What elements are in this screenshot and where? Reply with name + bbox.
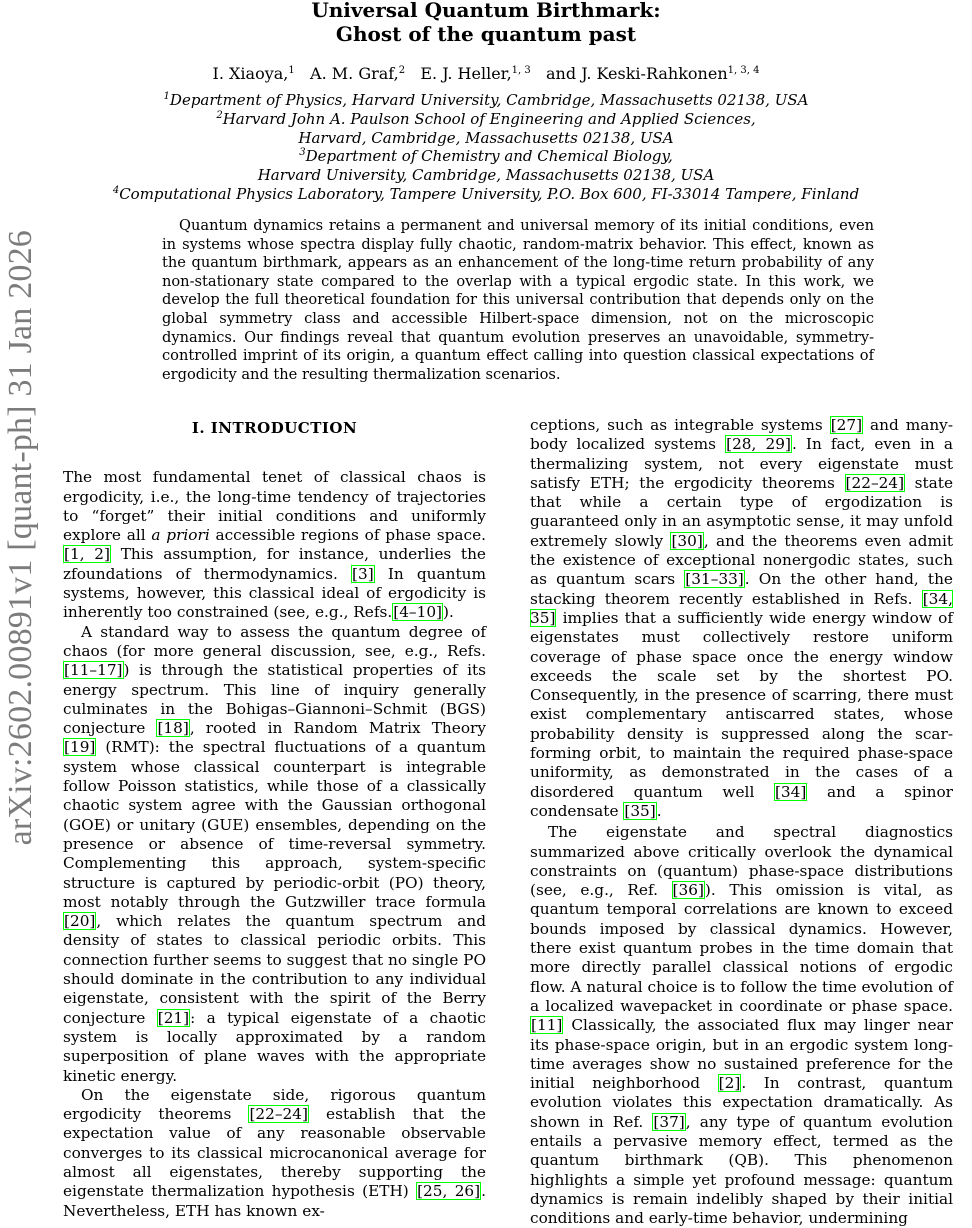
citation-link[interactable]: [11] <box>531 1016 563 1035</box>
intro-paragraph-4: The eigenstate and spectral diagnostics summarized above critically overlook the dynamical constraints on (quantum) phase-space distributions (see, e.g., Ref. [36]). This omission is vital, as quantum temporal correlations are known to exceed bounds imposed by classical dynamics. However, there exist quantum probes in the time domain that more directly parallel classical notions of ergodic flow. A natural choice is to follow the time evolution of a localized wavepacket in coordinate or phase space. [11] Classically, the associated flux may linger near its phase-space origin, but in an ergodic system long-time averages show no sustained preference for the initial neighborhood [2]. In contrast, quantum evolution violates this expectation dramatically. As shown in Ref. [37], any type of quantum evolution entails a pervasive memory effect, termed as the quantum birthmark (QB). This phenomenon highlights a simple yet profound message: quantum dynamics is remain indelibly shaped by their initial conditions and early-time behavior, undermining <box>530 823 953 1228</box>
author-2: A. M. Graf,$^2$ <box>310 64 406 83</box>
citation-link[interactable]: [28, 29] <box>726 435 791 454</box>
intro-paragraph-2: A standard way to assess the quantum degree of chaos (for more general discussion, see, e.g., Refs. [11–17]) is through the statistical properties of its energy spectrum. This line of inquiry generally culminates in the Bohigas–Giannoni–Schmit (BGS) conjecture [18], rooted in Random Matrix Theory [19] (RMT): the spectral fluctuations of a quantum system whose classical counterpart is integrable follow Poisson statistics, while those of a classically chaotic system agree with the Gaussian orthogonal (GOE) or unitary (GUE) ensembles, depending on the presence or absence of time-reversal symmetry. Complementing this approach, system-specific structure is captured by periodic-orbit (PO) theory, most notably through the Gutzwiller trace formula [20], which relates the quantum spectrum and density of states to classical periodic orbits. This connection further seems to suggest that no single PO should dominate in the contribution to any individual eigenstate, consistent with the spirit of the Berry conjecture [21]: a typical eigenstate of a chaotic system is locally approximated by a random superposition of plane waves with the appropriate kinetic energy. <box>63 622 487 1085</box>
author-4: and J. Keski-Rahkonen$^{1, 3, 4}$ <box>546 64 760 83</box>
citation-link[interactable]: [22–24] <box>249 1105 308 1124</box>
citation-link[interactable]: [4–10] <box>393 603 443 622</box>
affiliation-2-cont: Harvard, Cambridge, Massachusetts 02138, USA <box>298 128 674 147</box>
title-line-1: Universal Quantum Birthmark: <box>311 0 661 22</box>
citation-link[interactable]: [21] <box>157 1008 190 1027</box>
citation-link[interactable]: [35] <box>624 801 656 820</box>
intro-paragraph-3: On the eigenstate side, rigorous quantum ergodicity theorems [22–24] establish that the expectation value of any reasonable observable converges to its classical microcanonical average for almost all eigenstates, thereby supporting the eigenstate thermalization hypothesis (ETH) [25, 26]. Nevertheless, ETH has known ex- <box>63 1085 486 1220</box>
citation-link[interactable]: [19] <box>64 738 96 757</box>
citation-link[interactable]: [34] <box>774 782 807 801</box>
citation-link[interactable]: [36] <box>672 881 704 900</box>
affiliation-3: $^3$Department of Chemistry and Chemical Biology, <box>299 147 673 166</box>
affiliation-1: $^1$Department of Physics, Harvard University, Cambridge, Massachusetts 02138, USA <box>163 91 809 109</box>
citation-link[interactable]: [31–33] <box>685 570 744 589</box>
citation-link[interactable]: [27] <box>830 416 863 434</box>
affiliation-2: $^2$Harvard John A. Paulson School of Engineering and Applied Sciences, <box>216 109 756 128</box>
affiliation-list <box>0 91 972 204</box>
citation-link[interactable]: [22–24] <box>845 473 905 492</box>
citation-link[interactable]: [18] <box>157 719 189 738</box>
paper-title <box>0 0 972 46</box>
paper-header <box>0 0 972 204</box>
left-column <box>63 416 486 1221</box>
right-column <box>530 416 953 1228</box>
arxiv-sidebar <box>4 230 48 1200</box>
affiliation-4: $^4$Computational Physics Laboratory, Tampere University, P.O. Box 600, FI-33014 Tampere, Finland <box>112 184 860 203</box>
author-1: I. Xiaoya,$^1$ <box>212 64 295 83</box>
citation-link[interactable]: [3] <box>352 564 374 583</box>
affiliation-3-cont: Harvard University, Cambridge, Massachusetts 02138, USA <box>257 166 715 185</box>
citation-link[interactable]: [30] <box>671 531 703 550</box>
citation-link[interactable]: [34, 35] <box>530 589 953 627</box>
author-3: E. J. Heller,$^{1, 3}$ <box>420 64 531 83</box>
citation-link[interactable]: [1, 2] <box>64 545 110 564</box>
author-list <box>0 64 972 83</box>
intro-paragraph-1: The most fundamental tenet of classical chaos is ergodicity, i.e., the long-time tendency of trajectories to “forget” their initial conditions and uniformly explore all a priori accessible regions of phase space. [1, 2] This assumption, for instance, underlies the zfoundations of thermodynamics. [3] In quantum systems, however, this classical ideal of ergodicity is inherently too constrained (see, e.g., Refs.[4–10]). <box>63 468 486 622</box>
citation-link[interactable]: [2] <box>718 1074 741 1093</box>
citation-link[interactable]: [37] <box>653 1112 685 1131</box>
intro-paragraph-3-cont: ceptions, such as integrable systems [27] and many-body localized systems [28, 29]. In fact, even in a thermalizing system, not every eigenstate must satisfy ETH; the ergodicity theorems [22–24] state that while a certain type of ergodization is guaranteed only in an asymptotic sense, it may unfold extremely slowly [30], and the theorems even admit the existence of exceptional nonergodic states, such as quantum scars [31–33]. On the other hand, the stacking theorem recently established in Refs. [34, 35] implies that a sufficiently wide energy window of eigenstates must collectively restore uniform coverage of phase space once the energy window exceeds the scale set by the shortest PO. Consequently, in the presence of scarring, there must exist complementary antiscarred states, whose probability density is suppressed along the scar-forming orbit, to maintain the required phase-space uniformity, as demonstrated in the cases of a disordered quantum well [34] and a spinor condensate [35]. <box>530 416 953 820</box>
abstract: Quantum dynamics retains a permanent and universal memory of its initial conditions, even in systems whose spectra display fully chaotic, random-matrix behavior. This effect, known as the quantum birthmark, appears as an enhancement of the long-time return probability of any non-stationary state compared to the overlap with a typical ergodic state. In this work, we develop the full theoretical foundation for this universal contribution that depends only on the global symmetry class and accessible Hilbert-space dimension, not on the microscopic dynamics. Our findings reveal that quantum evolution preserves an unavoidable, symmetry-controlled imprint of its origin, a quantum effect calling into question classical expectations of ergodicity and the resulting thermalization scenarios. <box>162 217 874 383</box>
title-line-2: Ghost of the quantum past <box>335 22 637 46</box>
citation-link[interactable]: [25, 26] <box>417 1182 481 1201</box>
citation-link[interactable]: [11–17] <box>64 661 123 680</box>
section-heading-introduction: I. INTRODUCTION <box>191 419 358 437</box>
citation-link[interactable]: [20] <box>64 912 96 931</box>
arxiv-identifier: arXiv:2602.00891v1 [quant-ph] 31 Jan 2026 <box>2 230 39 846</box>
